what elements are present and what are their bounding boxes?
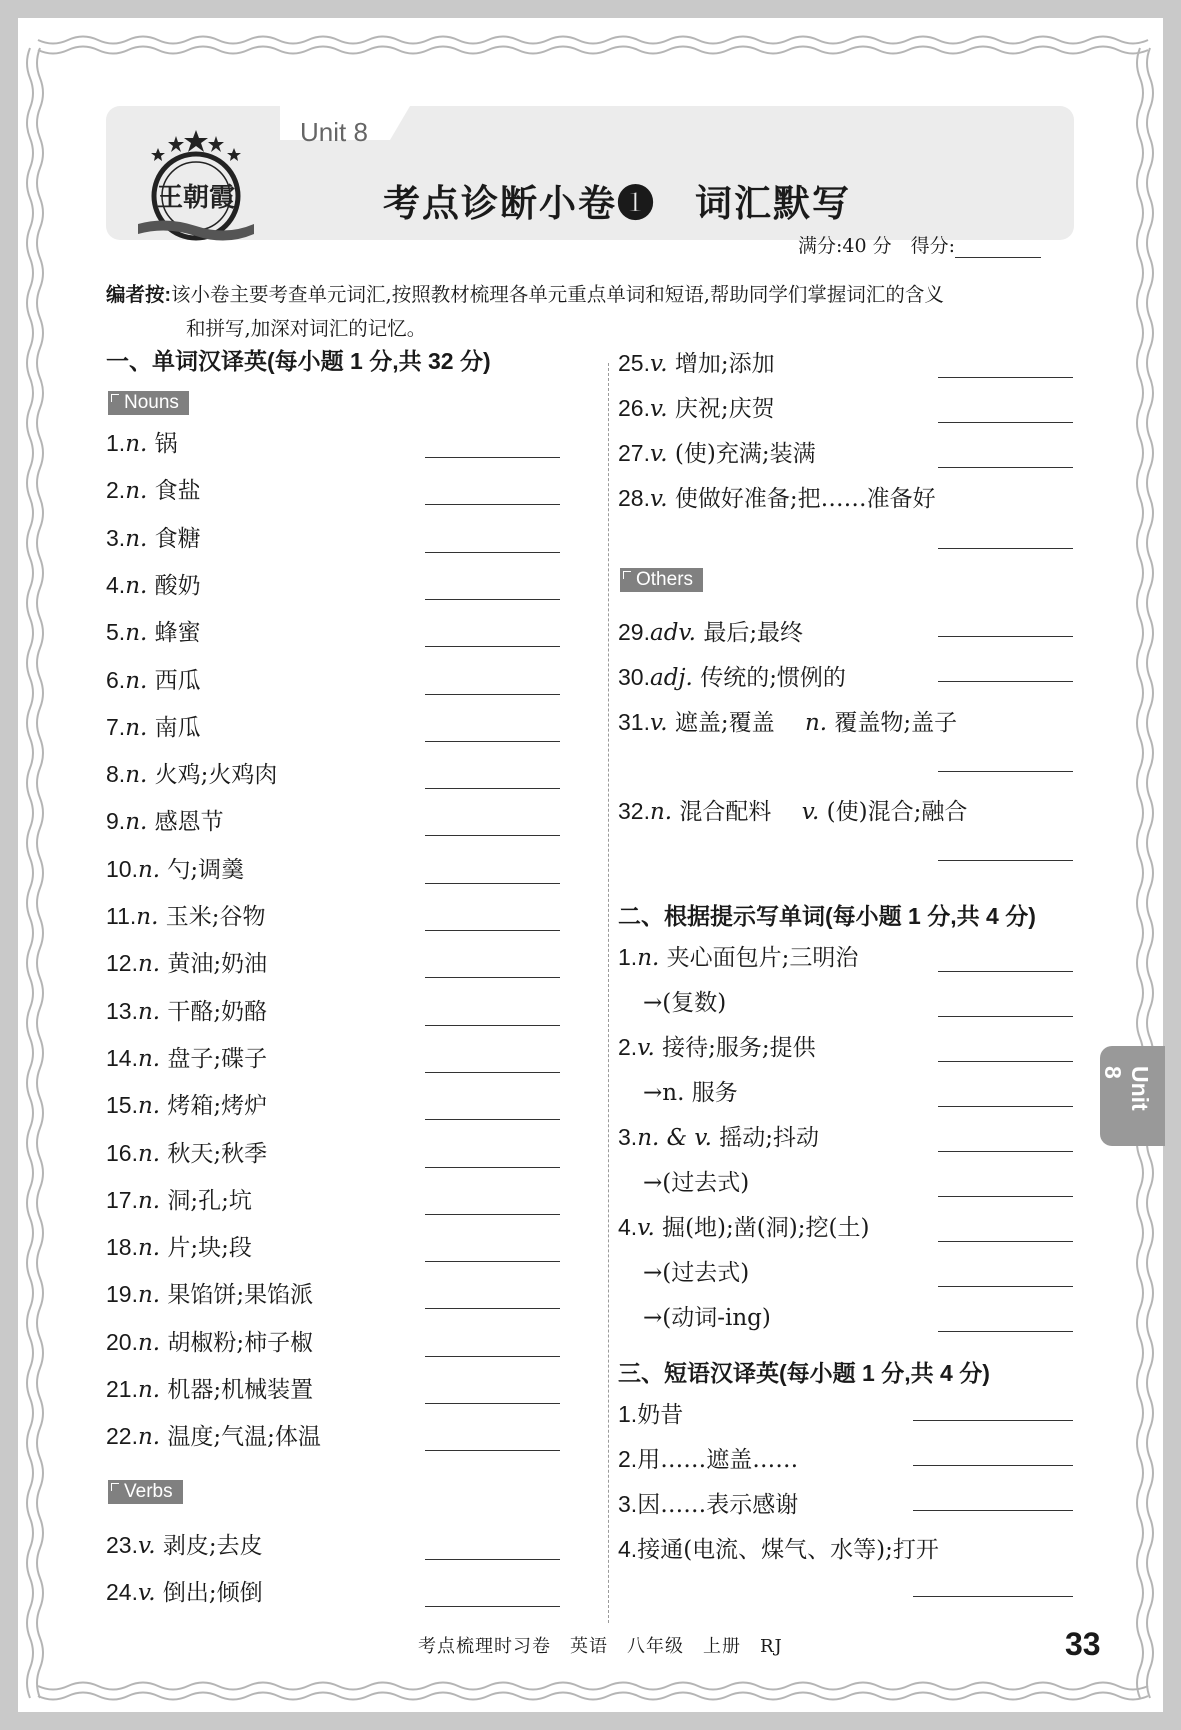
item-text: (使)充满;装满 <box>674 441 816 467</box>
item-text: 烤箱;烤炉 <box>167 1093 268 1120</box>
item-number: 13. <box>106 997 138 1024</box>
answer-blank[interactable] <box>938 771 1073 772</box>
item-number: 10. <box>106 855 138 882</box>
exercise-item <box>106 945 267 978</box>
score-blank[interactable] <box>955 237 1041 258</box>
section-title: 一、单词汉译英(每小题 1 分,共 32 分) <box>106 348 491 374</box>
note-line-2: 和拼写,加深对词汇的记忆。 <box>186 317 427 340</box>
part-of-speech: n. <box>137 1329 161 1356</box>
exercise-item <box>106 520 201 553</box>
item-text: 胡椒粉;柿子椒 <box>167 1329 314 1356</box>
item-number: 24. <box>106 1579 138 1605</box>
item-number: 18. <box>106 1234 138 1261</box>
exercise-item <box>618 614 803 647</box>
page-title: 考点诊断小卷❶ 词汇默写 <box>383 181 851 225</box>
answer-blank[interactable] <box>938 971 1073 972</box>
answer-blank[interactable] <box>938 467 1073 468</box>
item-number: 29. <box>618 619 650 645</box>
part-of-speech: n. <box>649 799 673 825</box>
item-text: 掘(地);凿(洞);挖(土) <box>662 1215 870 1241</box>
item-number: 15. <box>106 1092 138 1119</box>
item-text: 遮盖;覆盖 <box>674 710 775 736</box>
answer-blank[interactable] <box>938 1241 1073 1242</box>
item-number: 20. <box>106 1328 138 1355</box>
exercise-item <box>643 1254 749 1287</box>
part-of-speech: n. <box>137 1140 161 1167</box>
item-text: 庆祝;庆贺 <box>674 396 775 422</box>
exercise-item <box>106 472 201 505</box>
part-of-speech: n. <box>137 1282 161 1309</box>
item-number: 32. <box>618 798 650 824</box>
side-unit-tab-label: Unit 8 <box>1100 1066 1153 1111</box>
item-number: 4. <box>618 1536 638 1562</box>
answer-blank[interactable] <box>425 1559 560 1560</box>
item-text: 摇动;抖动 <box>719 1125 820 1151</box>
exercise-item <box>106 1418 321 1451</box>
part-of-speech: n. <box>137 1045 161 1072</box>
item-number: 1. <box>106 430 126 456</box>
part-of-speech: n. <box>136 904 159 930</box>
exercise-item <box>618 1396 683 1429</box>
item-number: 30. <box>618 664 650 690</box>
answer-blank[interactable] <box>425 1450 560 1451</box>
exercise-item <box>106 1182 252 1215</box>
answer-blank[interactable] <box>938 1106 1073 1107</box>
part-of-speech: v. <box>637 1035 655 1061</box>
exercise-item <box>618 1119 819 1152</box>
answer-blank[interactable] <box>425 930 560 931</box>
part-of-speech: n. <box>137 1235 161 1262</box>
answer-blank[interactable] <box>425 1072 560 1073</box>
exercise-item <box>106 756 277 789</box>
item-number: 1. <box>618 944 638 970</box>
item-text: 食糖 <box>154 525 201 552</box>
item-number: 26. <box>618 395 650 421</box>
item-text: 感恩节 <box>154 809 224 836</box>
answer-blank[interactable] <box>938 1151 1073 1152</box>
item-number: 8. <box>106 761 126 788</box>
part-of-speech: n. <box>137 1187 161 1214</box>
exercise-item <box>106 709 201 742</box>
item-number: 5. <box>106 619 126 646</box>
exercise-item <box>618 1441 798 1474</box>
part-of-speech: n. <box>125 431 148 457</box>
answer-blank[interactable] <box>425 741 560 742</box>
exercise-item <box>106 1087 267 1120</box>
item-text: 接通(电流、煤气、水等);打开 <box>637 1537 939 1563</box>
part-of-speech: adv. <box>649 620 696 646</box>
item-number: 11. <box>106 903 137 929</box>
part-of-speech: v. <box>649 351 668 377</box>
item-number: 3. <box>106 524 126 551</box>
answer-blank[interactable] <box>425 457 560 458</box>
part-of-speech: n. <box>137 998 161 1025</box>
answer-blank[interactable] <box>938 681 1073 682</box>
item-text: 夹心面包片;三明治 <box>666 945 859 971</box>
answer-blank[interactable] <box>425 1025 560 1026</box>
item-number: 17. <box>106 1186 138 1213</box>
answer-blank[interactable] <box>913 1420 1073 1421</box>
part-of-speech: adj. <box>649 665 693 691</box>
item-text: 因……表示感谢 <box>637 1492 799 1518</box>
part-of-speech: n. <box>125 478 148 505</box>
exercise-item <box>618 1209 869 1242</box>
exercise-item <box>618 390 775 423</box>
answer-blank[interactable] <box>938 1286 1073 1287</box>
item-number: 25. <box>618 350 650 376</box>
item-number: 14. <box>106 1044 138 1071</box>
part-of-speech: v. <box>137 1533 156 1559</box>
item-text: 蜂蜜 <box>154 620 201 647</box>
exercise-item <box>106 1229 252 1262</box>
side-unit-tab <box>1100 1046 1165 1146</box>
part-of-speech: v. <box>637 1215 655 1241</box>
item-text: 干酪;奶酪 <box>167 998 268 1025</box>
item-text: →(动词-ing) <box>643 1305 771 1331</box>
part-of-speech: v. <box>649 486 668 512</box>
answer-blank[interactable] <box>938 1061 1073 1062</box>
answer-blank[interactable] <box>425 835 560 836</box>
item-text: 最后;最终 <box>703 620 804 646</box>
answer-blank[interactable] <box>938 1331 1073 1332</box>
column-divider <box>608 363 609 1623</box>
category-tag: Others <box>620 568 703 592</box>
item-text: 酸奶 <box>154 572 201 599</box>
answer-blank[interactable] <box>425 788 560 789</box>
exercise-item <box>618 435 816 468</box>
unit-label: Unit 8 <box>300 117 368 147</box>
item-number: 22. <box>106 1423 138 1450</box>
item-number: 28. <box>618 485 650 511</box>
item-number: 27. <box>618 440 650 466</box>
answer-blank[interactable] <box>938 1016 1073 1017</box>
logo <box>136 128 256 246</box>
category-tag: Verbs <box>108 1480 183 1504</box>
item-number: 4. <box>106 571 126 598</box>
part-of-speech: n. <box>137 856 161 883</box>
answer-blank[interactable] <box>425 1167 560 1168</box>
item-text: 机器;机械装置 <box>167 1377 314 1403</box>
note-line-1: 该小卷主要考查单元词汇,按照教材梳理各单元重点单词和短语,帮助同学们掌握词汇的含义 <box>171 283 944 306</box>
exercise-item <box>106 803 224 836</box>
item-text: 倒出;倾倒 <box>162 1580 263 1606</box>
item-text: 南瓜 <box>154 714 201 741</box>
item-number: 4. <box>618 1214 638 1240</box>
item-number: 7. <box>106 713 126 740</box>
exercise-item <box>106 993 267 1026</box>
answer-blank[interactable] <box>938 636 1073 637</box>
item-text: 奶昔 <box>637 1402 684 1428</box>
item-text: 秋天;秋季 <box>167 1140 268 1167</box>
item-text: →(过去式) <box>643 1170 750 1196</box>
part-of-speech: v. <box>649 710 668 736</box>
exercise-item <box>106 1324 313 1357</box>
part-of-speech: n. <box>804 710 828 736</box>
answer-blank[interactable] <box>938 860 1073 861</box>
item-text: 传统的;惯例的 <box>700 665 846 691</box>
item-number: 31. <box>618 709 650 735</box>
exercise-item <box>618 345 775 378</box>
item-text: 西瓜 <box>154 667 201 694</box>
item-text: 果馅饼;果馅派 <box>167 1282 314 1309</box>
item-number: 2. <box>618 1446 638 1472</box>
score-label: 满分:40 分 得分: <box>798 235 956 257</box>
item-text: 增加;添加 <box>674 351 775 377</box>
part-of-speech: n. <box>137 951 161 978</box>
exercise-item <box>106 898 265 931</box>
item-text: →n. 服务 <box>643 1080 738 1106</box>
part-of-speech: n. & v. <box>637 1125 712 1151</box>
exercise-item <box>106 1527 263 1560</box>
part-of-speech: v. <box>649 396 668 422</box>
exercise-item <box>106 1371 313 1404</box>
item-number: 23. <box>106 1532 138 1558</box>
part-of-speech: n. <box>125 525 148 552</box>
svg-text:王朝霞: 王朝霞 <box>156 183 236 213</box>
item-text: 玉米;谷物 <box>165 904 266 930</box>
item-text: 覆盖物;盖子 <box>834 710 958 736</box>
answer-blank[interactable] <box>425 977 560 978</box>
answer-blank[interactable] <box>425 1308 560 1309</box>
item-text: 食盐 <box>154 478 201 505</box>
part-of-speech: n. <box>125 572 148 599</box>
exercise-item <box>618 939 858 972</box>
item-text: 洞;孔;坑 <box>167 1187 252 1214</box>
section-title: 二、根据提示写单词(每小题 1 分,共 4 分) <box>618 903 1036 929</box>
exercise-item <box>643 1299 771 1332</box>
item-number: 16. <box>106 1139 138 1166</box>
item-number: 6. <box>106 666 126 693</box>
exercise-item <box>106 614 201 647</box>
exercise-item <box>106 1276 313 1309</box>
exercise-item <box>106 662 201 695</box>
item-number: 2. <box>618 1034 638 1060</box>
item-text: →(复数) <box>643 990 727 1016</box>
answer-blank[interactable] <box>938 422 1073 423</box>
answer-blank[interactable] <box>425 1356 560 1357</box>
part-of-speech: n. <box>125 809 148 836</box>
exercise-item <box>618 704 957 737</box>
part-of-speech: n. <box>125 714 148 741</box>
part-of-speech: v. <box>137 1580 156 1606</box>
exercise-item <box>106 567 201 600</box>
exercise-item <box>106 1574 263 1607</box>
exercise-item <box>643 1074 738 1107</box>
score-line <box>798 231 1041 258</box>
category-tag: Nouns <box>108 391 189 415</box>
exercise-item <box>106 1135 267 1168</box>
part-of-speech: n. <box>125 620 148 647</box>
answer-blank[interactable] <box>425 504 560 505</box>
answer-blank[interactable] <box>913 1510 1073 1511</box>
exercise-item <box>643 984 726 1017</box>
item-number: 9. <box>106 808 126 835</box>
answer-blank[interactable] <box>938 377 1073 378</box>
exercise-item <box>643 1164 749 1197</box>
exercise-item <box>618 1486 798 1519</box>
item-number: 2. <box>106 477 126 504</box>
exercise-item <box>618 659 846 692</box>
item-text: 混合配料 <box>679 799 772 825</box>
part-of-speech: v. <box>801 799 820 825</box>
item-number: 12. <box>106 950 138 977</box>
item-text: 接待;服务;提供 <box>662 1035 816 1061</box>
item-text: 勺;调羹 <box>167 856 245 883</box>
item-text: 温度;气温;体温 <box>167 1424 321 1451</box>
item-text: 用……遮盖…… <box>637 1447 799 1473</box>
exercise-item <box>106 851 244 884</box>
note-label: 编者按: <box>106 284 171 306</box>
item-number: 3. <box>618 1124 638 1150</box>
exercise-item <box>106 1040 267 1073</box>
footer-text: 考点梳理时习卷 英语 八年级 上册 RJ <box>418 1636 783 1657</box>
answer-blank[interactable] <box>913 1596 1073 1597</box>
item-text: 黄油;奶油 <box>167 951 268 978</box>
answer-blank[interactable] <box>938 548 1073 549</box>
answer-blank[interactable] <box>425 1403 560 1404</box>
item-text: →(过去式) <box>643 1260 750 1286</box>
item-text: 火鸡;火鸡肉 <box>154 762 278 789</box>
exercise-item <box>618 1029 816 1062</box>
item-number: 19. <box>106 1281 138 1308</box>
part-of-speech: n. <box>637 945 660 971</box>
part-of-speech: n. <box>125 667 148 694</box>
answer-blank[interactable] <box>425 883 560 884</box>
item-number: 3. <box>618 1491 638 1517</box>
part-of-speech: v. <box>649 441 668 467</box>
part-of-speech: n. <box>137 1424 161 1451</box>
item-number: 21. <box>106 1376 138 1402</box>
worksheet-page <box>18 18 1163 1712</box>
answer-blank[interactable] <box>425 646 560 647</box>
answer-blank[interactable] <box>425 599 560 600</box>
page-number: 33 <box>1065 1626 1101 1662</box>
answer-blank[interactable] <box>425 552 560 553</box>
answer-blank[interactable] <box>425 1119 560 1120</box>
answer-blank[interactable] <box>425 694 560 695</box>
item-text: 锅 <box>154 431 178 457</box>
item-text: 盘子;碟子 <box>167 1045 268 1072</box>
part-of-speech: n. <box>137 1377 161 1403</box>
item-text: 使做好准备;把……准备好 <box>674 486 936 512</box>
exercise-item <box>106 425 178 458</box>
section-title: 三、短语汉译英(每小题 1 分,共 4 分) <box>618 1360 990 1386</box>
item-number: 1. <box>618 1401 638 1427</box>
item-text: 剥皮;去皮 <box>162 1533 263 1559</box>
answer-blank[interactable] <box>425 1261 560 1262</box>
exercise-item <box>618 480 936 513</box>
answer-blank[interactable] <box>913 1465 1073 1466</box>
item-text: 片;块;段 <box>167 1235 252 1262</box>
exercise-item <box>618 793 967 826</box>
exercise-item <box>618 1531 939 1564</box>
part-of-speech: n. <box>125 762 148 789</box>
editor-note <box>106 278 1096 345</box>
part-of-speech: n. <box>137 1093 161 1120</box>
answer-blank[interactable] <box>425 1214 560 1215</box>
item-text: (使)混合;融合 <box>826 799 968 825</box>
answer-blank[interactable] <box>425 1606 560 1607</box>
answer-blank[interactable] <box>938 1196 1073 1197</box>
